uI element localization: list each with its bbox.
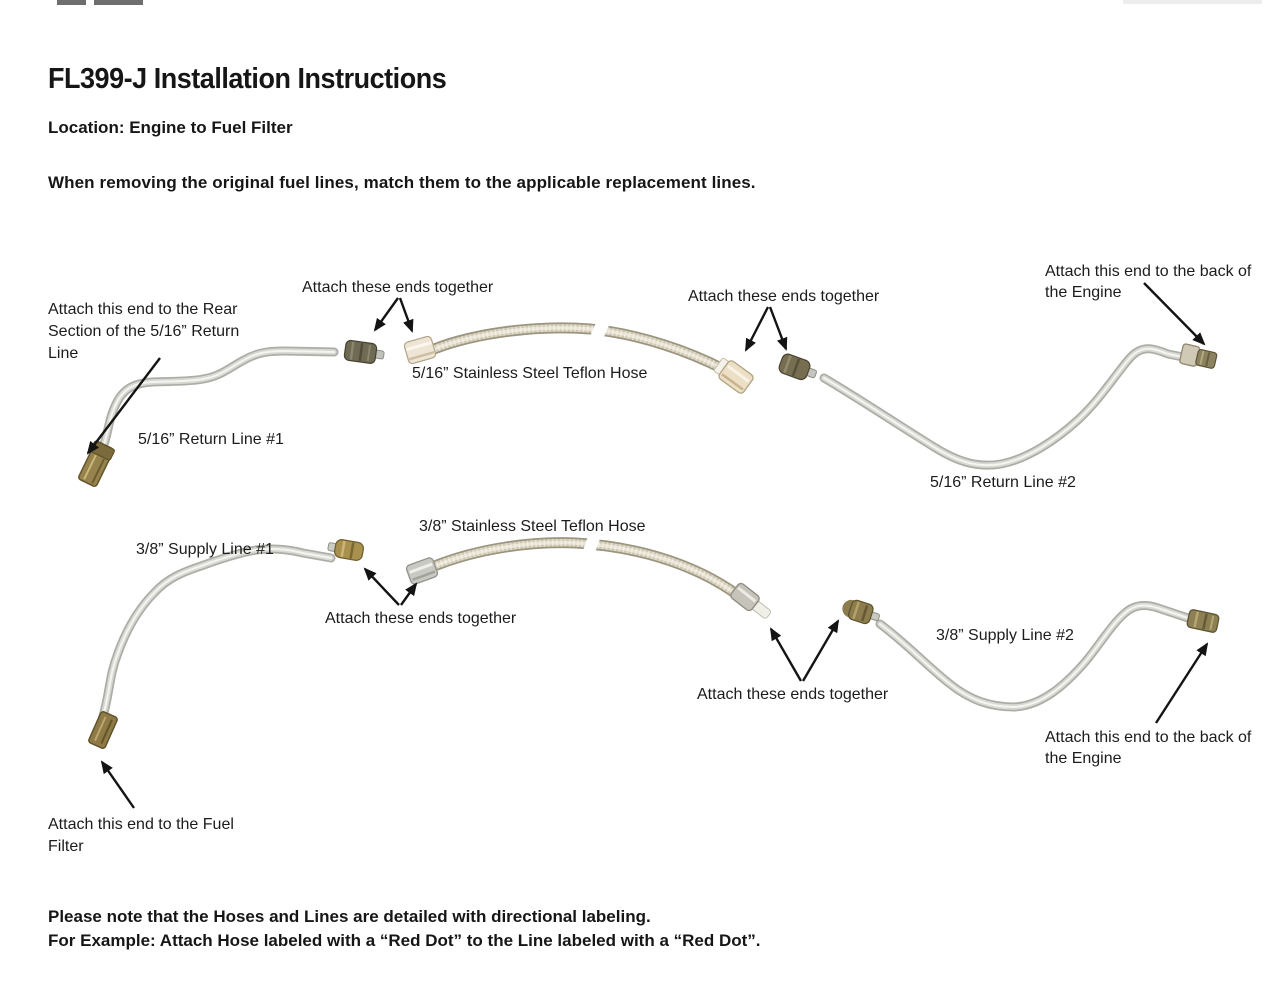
male-fitting-return1 <box>344 340 385 365</box>
arrow-attach-bottom-right-b <box>803 621 838 681</box>
label-supply-line-1: 3/8” Supply Line #1 <box>136 541 274 558</box>
arrow-attach-bottom-left-b <box>401 584 416 605</box>
location-heading: Location: Engine to Fuel Filter <box>48 118 293 137</box>
instruction-text: When removing the original fuel lines, match them to the applicable replacement lines. <box>48 173 756 192</box>
label-attach-engine-top: Attach this end to the back of the Engine <box>1045 263 1252 301</box>
hose-fitting-38-right <box>729 582 774 623</box>
arrow-attach-bottom-left-a <box>365 569 399 605</box>
engine-fitting-return2 <box>1179 343 1218 370</box>
male-fitting-supply2 <box>840 597 882 628</box>
note-red-dot-example: For Example: Attach Hose labeled with a “Red Dot” to the Line labeled with a “Red Dot”. <box>48 931 761 950</box>
brass-fitting-fuel-filter-end <box>88 711 118 749</box>
arrow-attach-top-left-a <box>375 298 398 330</box>
label-hose-516: 5/16” Stainless Steel Teflon Hose <box>412 365 648 382</box>
teflon-hose-38 <box>437 528 739 596</box>
hose-fitting-516-left <box>404 336 437 365</box>
label-return-line-1: 5/16” Return Line #1 <box>138 431 284 448</box>
note-directional-labeling: Please note that the Hoses and Lines are detailed with directional labeling. <box>48 907 651 926</box>
footer-notes <box>48 905 761 953</box>
arrow-attach-top-right-b <box>770 307 786 349</box>
label-attach-rear-section: Attach this end to the Rear Section of the 5/16” Return Line <box>48 301 240 362</box>
arrow-to-engine-bottom <box>1156 644 1207 723</box>
supply-line-1-tube <box>103 549 331 716</box>
arrow-to-fuel-filter-end <box>102 762 134 808</box>
engine-fitting-supply2 <box>1186 609 1219 633</box>
label-hose-38: 3/8” Stainless Steel Teflon Hose <box>419 518 646 535</box>
label-attach-ends-bottom-left: Attach these ends together <box>325 610 517 627</box>
teflon-hose-516 <box>434 312 723 369</box>
arrow-attach-bottom-right-a <box>771 629 801 681</box>
male-fitting-return2 <box>777 352 819 383</box>
brass-fitting-return1-end <box>77 440 115 487</box>
supply-line-2-tube <box>880 605 1194 707</box>
label-attach-ends-top-left: Attach these ends together <box>302 279 494 296</box>
return-line-2-tube <box>824 349 1188 465</box>
label-attach-ends-bottom-right: Attach these ends together <box>697 686 889 703</box>
label-return-line-2: 5/16” Return Line #2 <box>930 474 1076 491</box>
arrow-attach-top-right-a <box>746 307 768 350</box>
label-supply-line-2: 3/8” Supply Line #2 <box>936 627 1074 644</box>
label-attach-fuel-filter: Attach this end to the Fuel Filter <box>48 816 234 855</box>
hose-fitting-38-left <box>405 557 438 585</box>
label-attach-engine-bottom: Attach this end to the back of the Engine <box>1045 729 1252 767</box>
arrow-attach-top-left-b <box>400 298 412 331</box>
page-title: FL399-J Installation Instructions <box>48 63 447 95</box>
label-attach-ends-top-right: Attach these ends together <box>688 288 880 305</box>
